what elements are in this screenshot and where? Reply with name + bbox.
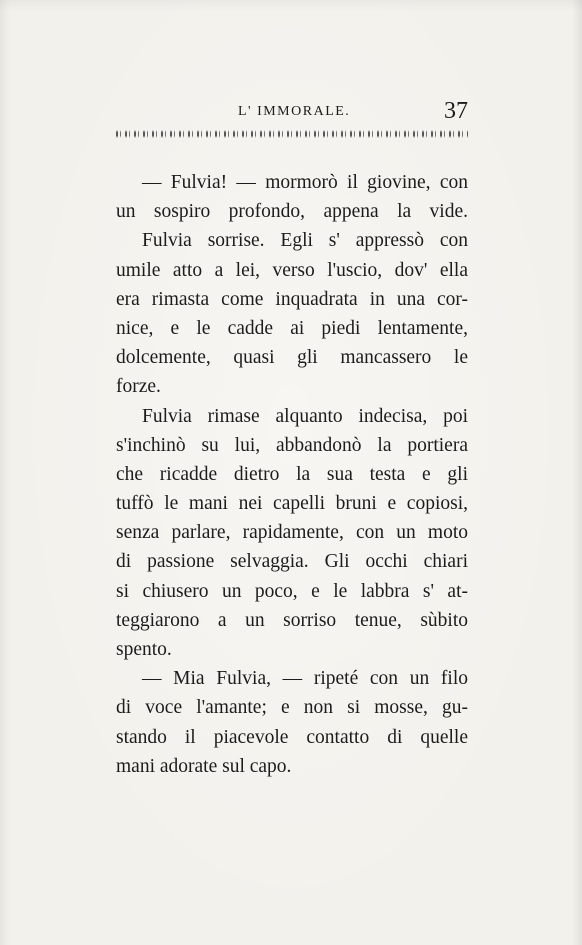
body-text: [116, 168, 468, 781]
text-line: teggiarono a un sorriso tenue, sùbito: [116, 609, 468, 631]
running-title: L' IMMORALE.: [238, 104, 351, 119]
text-line: umile atto a lei, verso l'uscio, dov' ella: [116, 259, 468, 281]
text-line: Fulvia sorrise. Egli s' appressò con: [142, 230, 468, 252]
text-line: un sospiro profondo, appena la vide.: [116, 201, 468, 223]
text-line: stando il piacevole contatto di quelle: [116, 726, 468, 748]
text-line: forze.: [116, 376, 161, 398]
running-head: [116, 98, 468, 130]
text-line: era rimasta come inquadrata in una cor-: [116, 288, 468, 310]
page-number: 37: [444, 98, 468, 124]
text-line: s'inchinò su lui, abbandonò la portiera: [116, 434, 468, 456]
text-line: di voce l'amante; e non si mosse, gu-: [116, 697, 468, 719]
text-line: mani adorate sul capo.: [116, 755, 292, 777]
text-line: tuffò le mani nei capelli bruni e copiosi,: [116, 493, 468, 515]
text-line: si chiusero un poco, e le labbra s' at-: [116, 580, 468, 602]
text-line: che ricadde dietro la sua testa e gli: [116, 463, 468, 485]
ornamental-rule: [116, 130, 468, 138]
text-line: — Fulvia! — mormorò il giovine, con: [142, 172, 468, 193]
text-line: Fulvia rimase alquanto indecisa, poi: [142, 405, 468, 427]
text-line: — Mia Fulvia, — ripeté con un filo: [142, 668, 468, 690]
text-line: senza parlare, rapidamente, con un moto: [116, 522, 468, 544]
text-line: dolcemente, quasi gli mancassero le: [116, 347, 468, 369]
text-line: nice, e le cadde ai piedi lentamente,: [116, 317, 468, 339]
text-line: spento.: [116, 639, 172, 660]
text-line: di passione selvaggia. Gli occhi chiari: [116, 551, 468, 573]
